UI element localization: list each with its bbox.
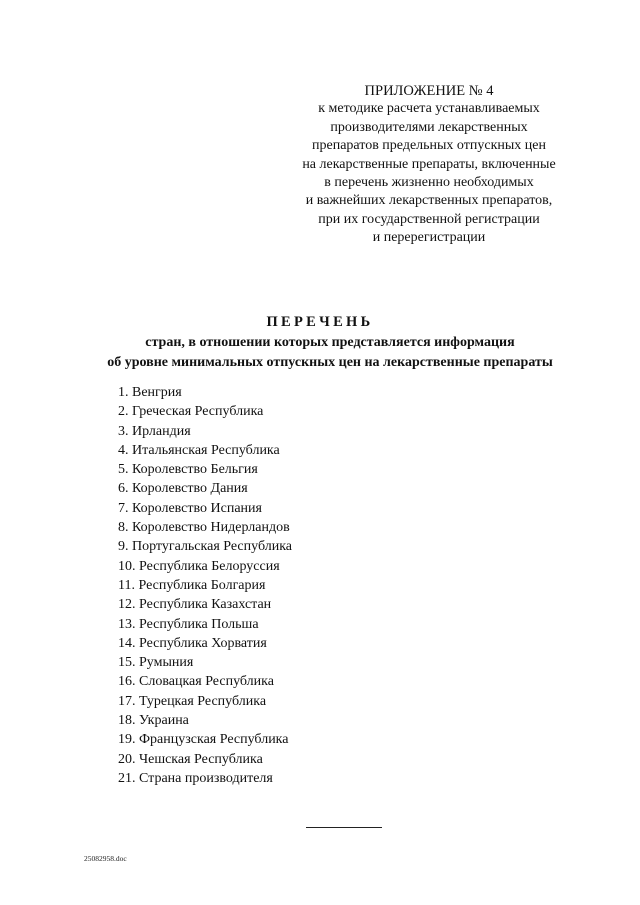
list-item: 18. Украина (118, 713, 189, 729)
list-item: 19. Французская Республика (118, 732, 289, 748)
document-heading: ПЕРЕЧЕНЬ (266, 314, 374, 330)
list-item: 16. Словацкая Республика (118, 674, 274, 690)
list-item: 6. Королевство Дания (118, 481, 248, 497)
appendix-line: на лекарственные препараты, включенные (302, 156, 556, 172)
country-list (118, 383, 292, 788)
list-item: 12. Республика Казахстан (118, 597, 272, 613)
closing-rule (306, 827, 382, 828)
list-item: 17. Турецкая Республика (118, 693, 267, 709)
appendix-block (270, 82, 588, 248)
list-item: 14. Республика Хорватия (118, 635, 267, 651)
list-item: 20. Чешская Республика (118, 751, 263, 767)
list-item: 2. Греческая Республика (118, 404, 264, 420)
list-item: 10. Республика Белоруссия (118, 558, 280, 574)
appendix-line: и важнейших лекарственных препаратов, (305, 193, 553, 209)
list-item: 15. Румыния (118, 655, 194, 671)
appendix-title: ПРИЛОЖЕНИЕ № 4 (364, 83, 494, 99)
subheading-line: об уровне минимальных отпускных цен на лекарственные препараты (107, 355, 553, 370)
document-subheading (70, 333, 590, 373)
list-item: 7. Королевство Испания (118, 500, 262, 516)
appendix-line: и перерегистрации (372, 230, 486, 246)
appendix-line: производителями лекарственных (330, 119, 528, 135)
list-item: 4. Итальянская Республика (118, 442, 280, 458)
list-item: 1. Венгрия (118, 385, 182, 400)
appendix-line: к методике расчета устанавливаемых (318, 101, 540, 117)
list-item: 5. Королевство Бельгия (118, 462, 258, 478)
appendix-line: в перечень жизненно необходимых (324, 175, 534, 191)
footer-filename: 25082958.doc (84, 854, 127, 863)
list-item: 11. Республика Болгария (118, 577, 266, 593)
list-item: 8. Королевство Нидерландов (118, 520, 290, 536)
list-item: 9. Португальская Республика (118, 539, 293, 555)
list-item: 21. Страна производителя (118, 770, 273, 786)
subheading-line: стран, в отношении которых представляется информация (145, 335, 515, 350)
list-item: 3. Ирландия (118, 423, 191, 439)
list-item: 13. Республика Польша (118, 616, 259, 632)
appendix-line: при их государственной регистрации (318, 211, 540, 227)
appendix-line: препаратов предельных отпускных цен (312, 138, 546, 154)
